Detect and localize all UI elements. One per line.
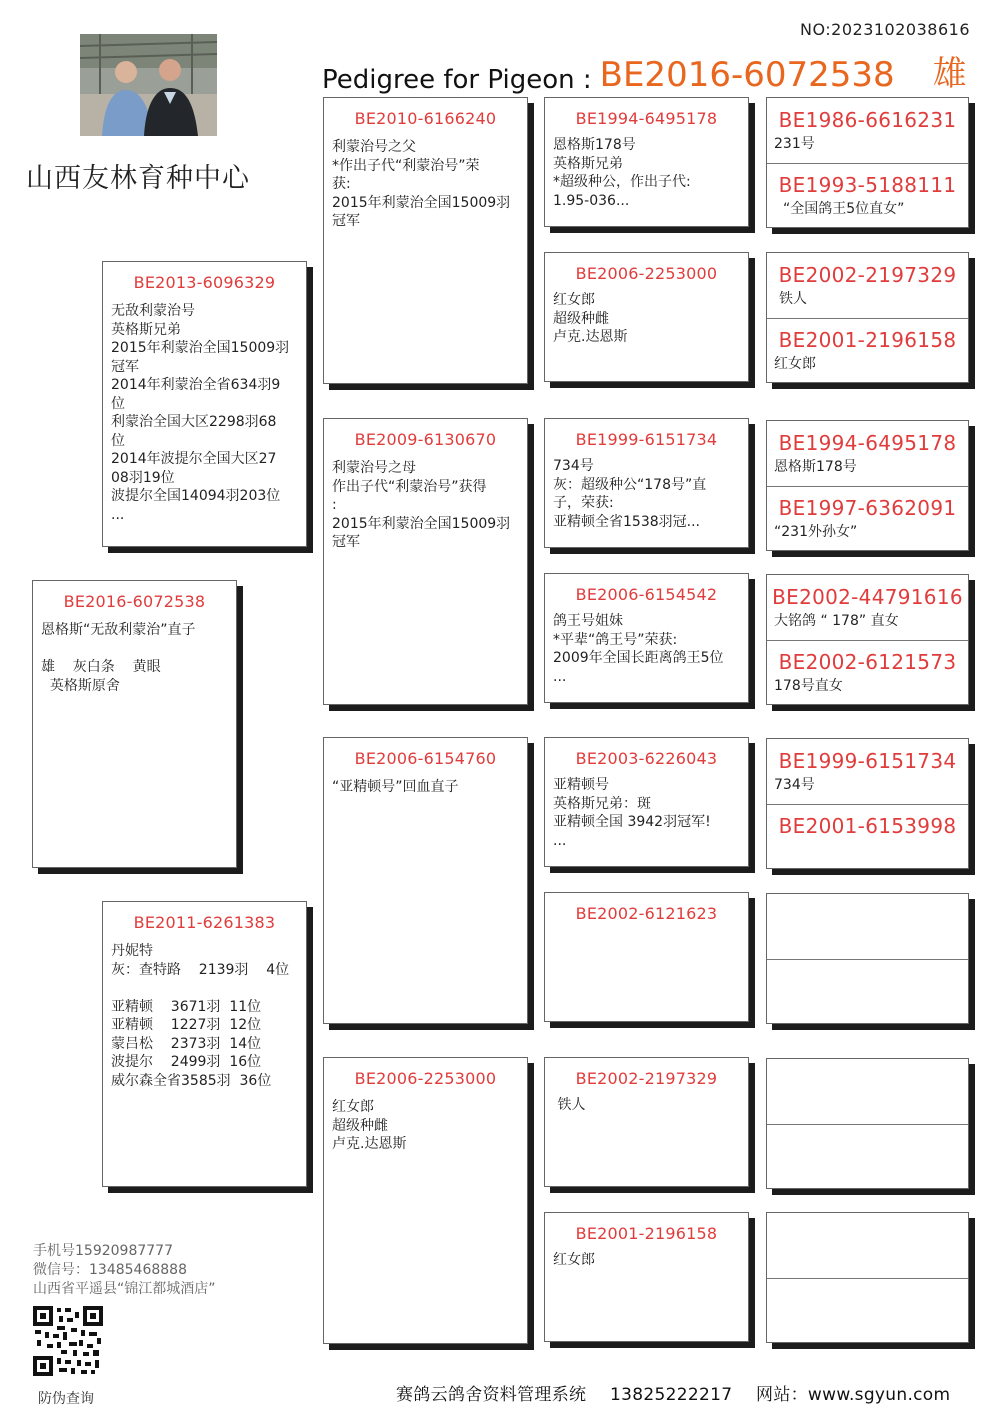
pigeon-info: 红女郎 超级种雌 卢克.达恩斯 bbox=[332, 1099, 407, 1152]
pigeon-note: 734号 bbox=[774, 777, 815, 793]
contact-address: 山西省平遥县“锦江都城酒店” bbox=[33, 1281, 216, 1297]
ring-number: BE2002-6121623 bbox=[575, 904, 718, 923]
gen4-sire bbox=[767, 1059, 968, 1125]
pigeon-info: 恩格斯“无敌利蒙治”直子 雄 灰白条 黄眼 英格斯原舍 bbox=[41, 622, 196, 694]
ring-number: BE2006-6154542 bbox=[575, 585, 718, 604]
gen4-card bbox=[766, 574, 969, 705]
gen4-card bbox=[766, 1212, 969, 1343]
title-ring-number: BE2016-6072538 bbox=[599, 55, 895, 95]
gen3-card bbox=[544, 252, 749, 382]
ring-number: BE2002-2197329 bbox=[778, 263, 957, 287]
gen3-card bbox=[544, 1212, 749, 1342]
gen2-card bbox=[323, 1057, 528, 1344]
gen4-card bbox=[766, 893, 969, 1024]
ring-number: BE1994-6495178 bbox=[575, 109, 718, 128]
pigeon-note: 铁人 bbox=[779, 291, 807, 307]
pigeon-info: 利蒙治号之母 作出子代“利蒙治号”获得 : 2015年利蒙治全国15009羽 冠军 bbox=[332, 460, 511, 550]
gen3-card bbox=[544, 1057, 749, 1187]
ring-number: BE2001-6153998 bbox=[778, 813, 957, 838]
pigeon-info: 利蒙治号之父 *作出子代“利蒙治号”荣 获: 2015年利蒙治全国15009羽 冠军 bbox=[332, 139, 511, 229]
gen2-card bbox=[323, 737, 528, 1024]
footer bbox=[396, 1380, 950, 1405]
ring-number: BE2011-6261383 bbox=[133, 913, 276, 932]
pigeon-info: “亚精顿号”回血直子 bbox=[332, 779, 459, 795]
document-number: NO:2023102038616 bbox=[799, 20, 970, 39]
gen4-dam bbox=[767, 640, 968, 705]
pigeon-info: 恩格斯178号 英格斯兄弟 *超级种公，作出子代: 1.95-036... bbox=[553, 137, 691, 209]
pigeon-note: 大铭鸽 “ 178” 直女 bbox=[774, 613, 899, 629]
ring-number: BE2002-2197329 bbox=[575, 1069, 718, 1088]
ring-number: BE1997-6362091 bbox=[778, 495, 957, 520]
ring-number: BE1993-5188111 bbox=[778, 172, 957, 197]
ring-number: BE2003-6226043 bbox=[575, 749, 718, 768]
pedigree-title bbox=[322, 55, 967, 95]
gen2-card bbox=[323, 418, 528, 705]
pigeon-info: 铁人 bbox=[553, 1097, 586, 1113]
gen4-sire bbox=[767, 98, 968, 164]
ring-number: BE2013-6096329 bbox=[133, 273, 276, 292]
title-label: Pedigree for Pigeon : bbox=[322, 65, 592, 95]
gen3-card bbox=[544, 418, 749, 548]
gen3-card bbox=[544, 573, 749, 703]
gen4-dam bbox=[767, 486, 968, 551]
ring-number: BE2006-2253000 bbox=[354, 1069, 497, 1088]
footer-website[interactable]: 网站：www.sgyun.com bbox=[756, 1385, 951, 1405]
gen4-sire bbox=[767, 253, 968, 319]
pigeon-note: “231外孙女” bbox=[774, 523, 858, 540]
dam-card bbox=[102, 901, 307, 1187]
ring-number: BE1999-6151734 bbox=[778, 749, 957, 773]
gen3-card bbox=[544, 97, 749, 227]
ring-number: BE2001-2196158 bbox=[778, 327, 957, 352]
gen3-card bbox=[544, 892, 749, 1022]
ring-number: BE2006-2253000 bbox=[575, 264, 718, 283]
ring-number: BE2016-6072538 bbox=[63, 592, 206, 611]
pigeon-info: 红女郎 bbox=[553, 1252, 595, 1268]
gen4-card bbox=[766, 738, 969, 869]
pigeon-info: 红女郎 超级种雌 卢克.达恩斯 bbox=[553, 292, 628, 345]
ring-number: BE2002-44791616 bbox=[772, 585, 963, 609]
gen4-dam bbox=[767, 163, 968, 228]
contact-wechat: 微信号：13485468888 bbox=[33, 1262, 187, 1278]
ring-number: BE2006-6154760 bbox=[354, 749, 497, 768]
pigeon-note: 178号直女 bbox=[774, 677, 843, 694]
pigeon-note: 恩格斯178号 bbox=[774, 459, 857, 475]
ring-number: BE2010-6166240 bbox=[354, 109, 497, 128]
breeding-center-name: 山西友林育种中心 bbox=[26, 163, 250, 194]
gen4-card bbox=[766, 420, 969, 551]
gen4-card bbox=[766, 252, 969, 383]
gen4-dam bbox=[767, 1124, 968, 1189]
footer-system-name: 赛鸽云鸽舍资料管理系统 bbox=[396, 1385, 587, 1405]
pigeon-note: 231号 bbox=[774, 136, 815, 152]
gen4-sire bbox=[767, 575, 968, 641]
ring-number: BE1999-6151734 bbox=[575, 430, 718, 449]
gen4-sire bbox=[767, 1213, 968, 1279]
ring-number: BE1986-6616231 bbox=[778, 108, 957, 132]
contact-phone: 手机号15920987777 bbox=[33, 1243, 173, 1259]
gen4-sire bbox=[767, 421, 968, 487]
pigeon-note: “全国鸽王5位直女” bbox=[783, 200, 905, 217]
gen4-card bbox=[766, 97, 969, 228]
footer-phone: 13825222217 bbox=[610, 1385, 733, 1405]
gen3-card bbox=[544, 737, 749, 867]
pigeon-info: 鸽王号姐妹 *平辈“鸽王号”荣获: 2009年全国长距离鸽王5位 ... bbox=[553, 613, 724, 685]
ring-number: BE2001-2196158 bbox=[575, 1224, 718, 1243]
gen4-sire bbox=[767, 894, 968, 960]
gen4-dam bbox=[767, 804, 968, 869]
title-sex: 雄 bbox=[932, 54, 967, 94]
pigeon-info: 734号 灰：超级种公“178号”直 子，荣获: 亚精顿全省1538羽冠... bbox=[553, 458, 707, 530]
gen4-dam bbox=[767, 1278, 968, 1343]
gen4-dam bbox=[767, 959, 968, 1024]
ring-number: BE2002-6121573 bbox=[778, 649, 957, 674]
gen2-card bbox=[323, 97, 528, 384]
pigeon-info: 无敌利蒙治号 英格斯兄弟 2015年利蒙治全国15009羽 冠军 2014年利蒙治全省634羽9 位 利蒙治全国大区2298羽68 位 2014年波提尔全国大区27 08羽19位 波提尔全国14094羽203位 ... bbox=[111, 303, 290, 523]
ring-number: BE1994-6495178 bbox=[778, 431, 957, 455]
owners-photo bbox=[80, 34, 217, 136]
subject-card bbox=[32, 580, 237, 868]
gen4-dam bbox=[767, 318, 968, 383]
pigeon-note: 红女郎 bbox=[774, 355, 816, 372]
anti-counterfeit-label: 防伪查询 bbox=[38, 1391, 94, 1407]
gen4-sire bbox=[767, 739, 968, 805]
qr-code-icon[interactable] bbox=[33, 1306, 103, 1376]
pigeon-info: 丹妮特 灰：查特路 2139羽 4位 亚精顿 3671羽 11位 亚精顿 1227羽 12位 蒙吕松 2373羽 14位 波提尔 2499羽 16位 威尔森全省3585羽 36位 bbox=[111, 943, 290, 1089]
gen4-card bbox=[766, 1058, 969, 1189]
sire-card bbox=[102, 261, 307, 547]
contact-info bbox=[33, 1242, 216, 1299]
pigeon-info: 亚精顿号 英格斯兄弟：斑 亚精顿全国 3942羽冠军! ... bbox=[553, 777, 711, 849]
ring-number: BE2009-6130670 bbox=[354, 430, 497, 449]
